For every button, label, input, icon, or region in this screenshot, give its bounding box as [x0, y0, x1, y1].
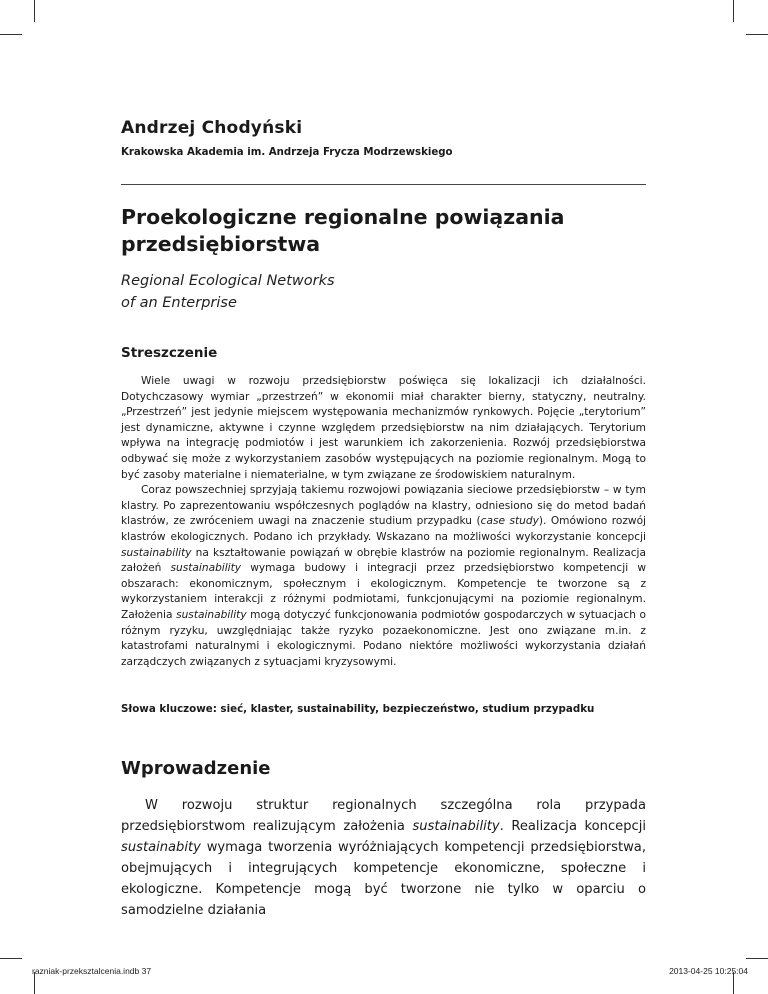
crop-mark — [746, 958, 768, 959]
introduction-paragraph: W rozwoju struktur regionalnych szczególna rola przypada przedsiębiorstwom realizującym założenia sustainability. Realizacja koncepcji sustainabity wymaga tworzenia wyróżniających kompetencji przedsiębiorstwa, obejmujących i integrujących kompetencje ekonomiczne, społeczne i ekologiczne. Kompetencje mogą być tworzone nie tylko w oparciu o samodzielne działania — [121, 798, 646, 918]
crop-mark — [34, 0, 35, 22]
abstract-paragraph-2: Coraz powszechniej sprzyjają takiemu rozwojowi powiązania sieciowe przedsiębiorstw – w tym klastry. Po zaprezentowaniu współczesnych poglądów na klastry, odniesiono się do metod badań klastrów, ze zwróceniem uwagi na znaczenie studium przypadku (case study). Omówiono rozwój klastrów ekologicznych. Podano ich przykłady. Wskazano na możliwości wykorzystanie koncepcji sustainability na kształtowanie powiązań w obrębie klastrów na poziomie regionalnym. Realizacja założeń sustainability wymaga budowy i integracji przez przedsiębiorstwo kompetencji w obszarach: ekonomicznym, społecznym i ekologicznym. Kompetencje te tworzone są z wykorzystaniem interakcji z różnymi podmiotami, funkcjonującymi na poziomie regionalnym. Założenia sustainability mogą dotyczyć funkcjonowania podmiotów gospodarczych w sytuacjach o różnym ryzyku, uwzględniając także ryzyko pozaekonomiczne. Jest ono związane m.in. z katastrofami naturalnymi i ekologicznymi. Podano niektóre możliwości wykorzystania działań zarządczych związanych z sytuacjami kryzysowymi. — [121, 484, 646, 668]
crop-mark — [733, 0, 734, 22]
author-affiliation: Krakowska Akademia im. Andrzeja Frycza Modrzewskiego — [121, 147, 453, 158]
title-line-2: przedsiębiorstwa — [121, 232, 321, 256]
article-subtitle — [121, 270, 521, 314]
introduction-body — [121, 795, 646, 921]
subtitle-line-1: Regional Ecological Networks — [121, 273, 335, 289]
crop-mark — [746, 34, 768, 35]
subtitle-line-2: of an Enterprise — [121, 295, 237, 311]
article-title — [121, 204, 661, 258]
keywords: Słowa kluczowe: sieć, klaster, sustainability, bezpieczeństwo, studium przypadku — [121, 703, 595, 715]
abstract-heading: Streszczenie — [121, 345, 218, 361]
title-line-1: Proekologiczne regionalne powiązania — [121, 205, 565, 229]
section-heading-introduction: Wprowadzenie — [121, 758, 271, 779]
author-name: Andrzej Chodyński — [121, 118, 303, 138]
footer-timestamp: 2013-04-25 10:25:04 — [669, 966, 748, 976]
abstract-body — [121, 374, 646, 670]
footer-filename: razniak-przeksztalcenia.indb 37 — [32, 966, 152, 976]
crop-mark — [0, 34, 22, 35]
header-divider — [121, 184, 646, 185]
abstract-paragraph-1: Wiele uwagi w rozwoju przedsiębiorstw poświęca się lokalizacji ich działalności. Dotychczasowy wymiar „przestrzeń” w ekonomii miał charakter bierny, statyczny, neutralny. „Przestrzeń” jest jedynie miejscem występowania mechanizmów rynkowych. Pojęcie „terytorium” jest dynamiczne, aktywne i czynne względem przedsiębiorstw na nim działających. Terytorium wpływa na integrację podmiotów i jest warunkiem ich zakorzenienia. Rozwój przedsiębiorstwa odbywać się może z wykorzystaniem zasobów występujących na poziomie regionalnym. Mogą to być zasoby materialne i niematerialne, w tym związane ze środowiskiem naturalnym. — [121, 375, 646, 481]
crop-mark — [0, 958, 22, 959]
